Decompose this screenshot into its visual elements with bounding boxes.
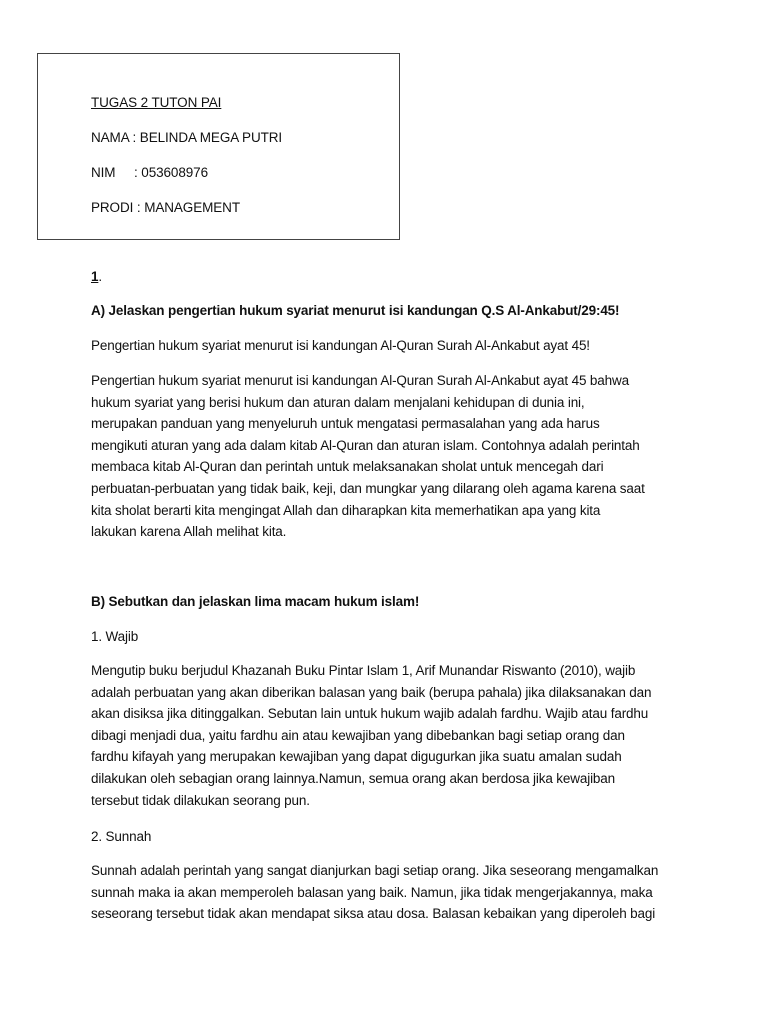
paragraph-line: merupakan panduan yang menyeluruh untuk mengatasi permasalahan yang ada harus (91, 416, 600, 432)
section-number-digit: 1 (91, 269, 99, 284)
student-name: NAMA : BELINDA MEGA PUTRI (91, 130, 283, 145)
answer-a-heading: Pengertian hukum syariat menurut isi kandungan Al-Quran Surah Al-Ankabut ayat 45! (91, 338, 590, 353)
paragraph-line: fardhu kifayah yang merupakan kewajiban yang dapat digugurkan jika suatu amalan sudah (91, 749, 622, 765)
nim-label: NIM (91, 165, 116, 180)
item-wajib-title: 1. Wajib (91, 629, 139, 644)
student-info-box (37, 53, 400, 240)
item-sunnah-paragraph (91, 860, 691, 925)
paragraph-line: adalah perbuatan yang akan diberikan balasan yang baik (berupa pahala) jika dilaksanakan dan (91, 684, 652, 700)
paragraph-line: seseorang tersebut tidak akan mendapat siksa atau dosa. Balasan kebaikan yang diperoleh bagi (91, 906, 656, 922)
paragraph-line: dilakukan oleh sebagian orang lainnya.Namun, semua orang akan berdosa jika kewajiban (91, 770, 615, 786)
paragraph-line: Mengutip buku berjudul Khazanah Buku Pintar Islam 1, Arif Munandar Riswanto (2010), wajib (91, 663, 636, 678)
item-wajib-paragraph (91, 660, 691, 811)
paragraph-line: Pengertian hukum syariat menurut isi kandungan Al-Quran Surah Al-Ankabut ayat 45 bahwa (91, 373, 629, 388)
paragraph-line: lakukan karena Allah melihat kita. (91, 524, 287, 540)
item-sunnah-title: 2. Sunnah (91, 829, 152, 844)
paragraph-line: kita sholat berarti kita mengingat Allah dan diharapkan kita memerhatikan apa yang kita (91, 502, 601, 518)
section-number-suffix: . (98, 269, 102, 284)
paragraph-line: perbuatan-perbuatan yang tidak baik, keji, dan mungkar yang dilarang oleh agama karena saat (91, 480, 645, 496)
paragraph-line: sunnah maka ia akan memperoleh balasan yang baik. Namun, jika tidak mengerjakannya, maka (91, 884, 653, 900)
paragraph-line: dibagi menjadi dua, yaitu fardhu ain atau kewajiban yang dibebankan bagi setiap orang dan (91, 727, 625, 743)
paragraph-line: Sunnah adalah perintah yang sangat dianjurkan bagi setiap orang. Jika seseorang mengamalkan (91, 863, 659, 878)
paragraph-line: membaca kitab Al-Quran dan perintah untuk melaksanakan sholat untuk mencegah dari (91, 459, 604, 475)
nim-value: : 053608976 (134, 165, 208, 180)
question-a: A) Jelaskan pengertian hukum syariat menurut isi kandungan Q.S Al-Ankabut/29:45! (91, 303, 620, 318)
paragraph-line: tersebut tidak dilakukan seorang pun. (91, 792, 310, 808)
paragraph-line: hukum syariat yang berisi hukum dan aturan dalam menjalani kehidupan di dunia ini, (91, 394, 585, 410)
assignment-title: TUGAS 2 TUTON PAI (91, 95, 222, 110)
answer-a-paragraph (91, 370, 691, 543)
student-nim (91, 165, 208, 181)
paragraph-line: mengikuti aturan yang ada dalam kitab Al-Quran dan aturan islam. Contohnya adalah perintah (91, 437, 640, 453)
student-prodi: PRODI : MANAGEMENT (91, 200, 240, 215)
paragraph-line: akan disiksa jika ditinggalkan. Sebutan lain untuk hukum wajib adalah fardhu. Wajib atau fardhu (91, 706, 649, 722)
question-b: B) Sebutkan dan jelaskan lima macam hukum islam! (91, 594, 420, 609)
section-number (91, 266, 691, 288)
